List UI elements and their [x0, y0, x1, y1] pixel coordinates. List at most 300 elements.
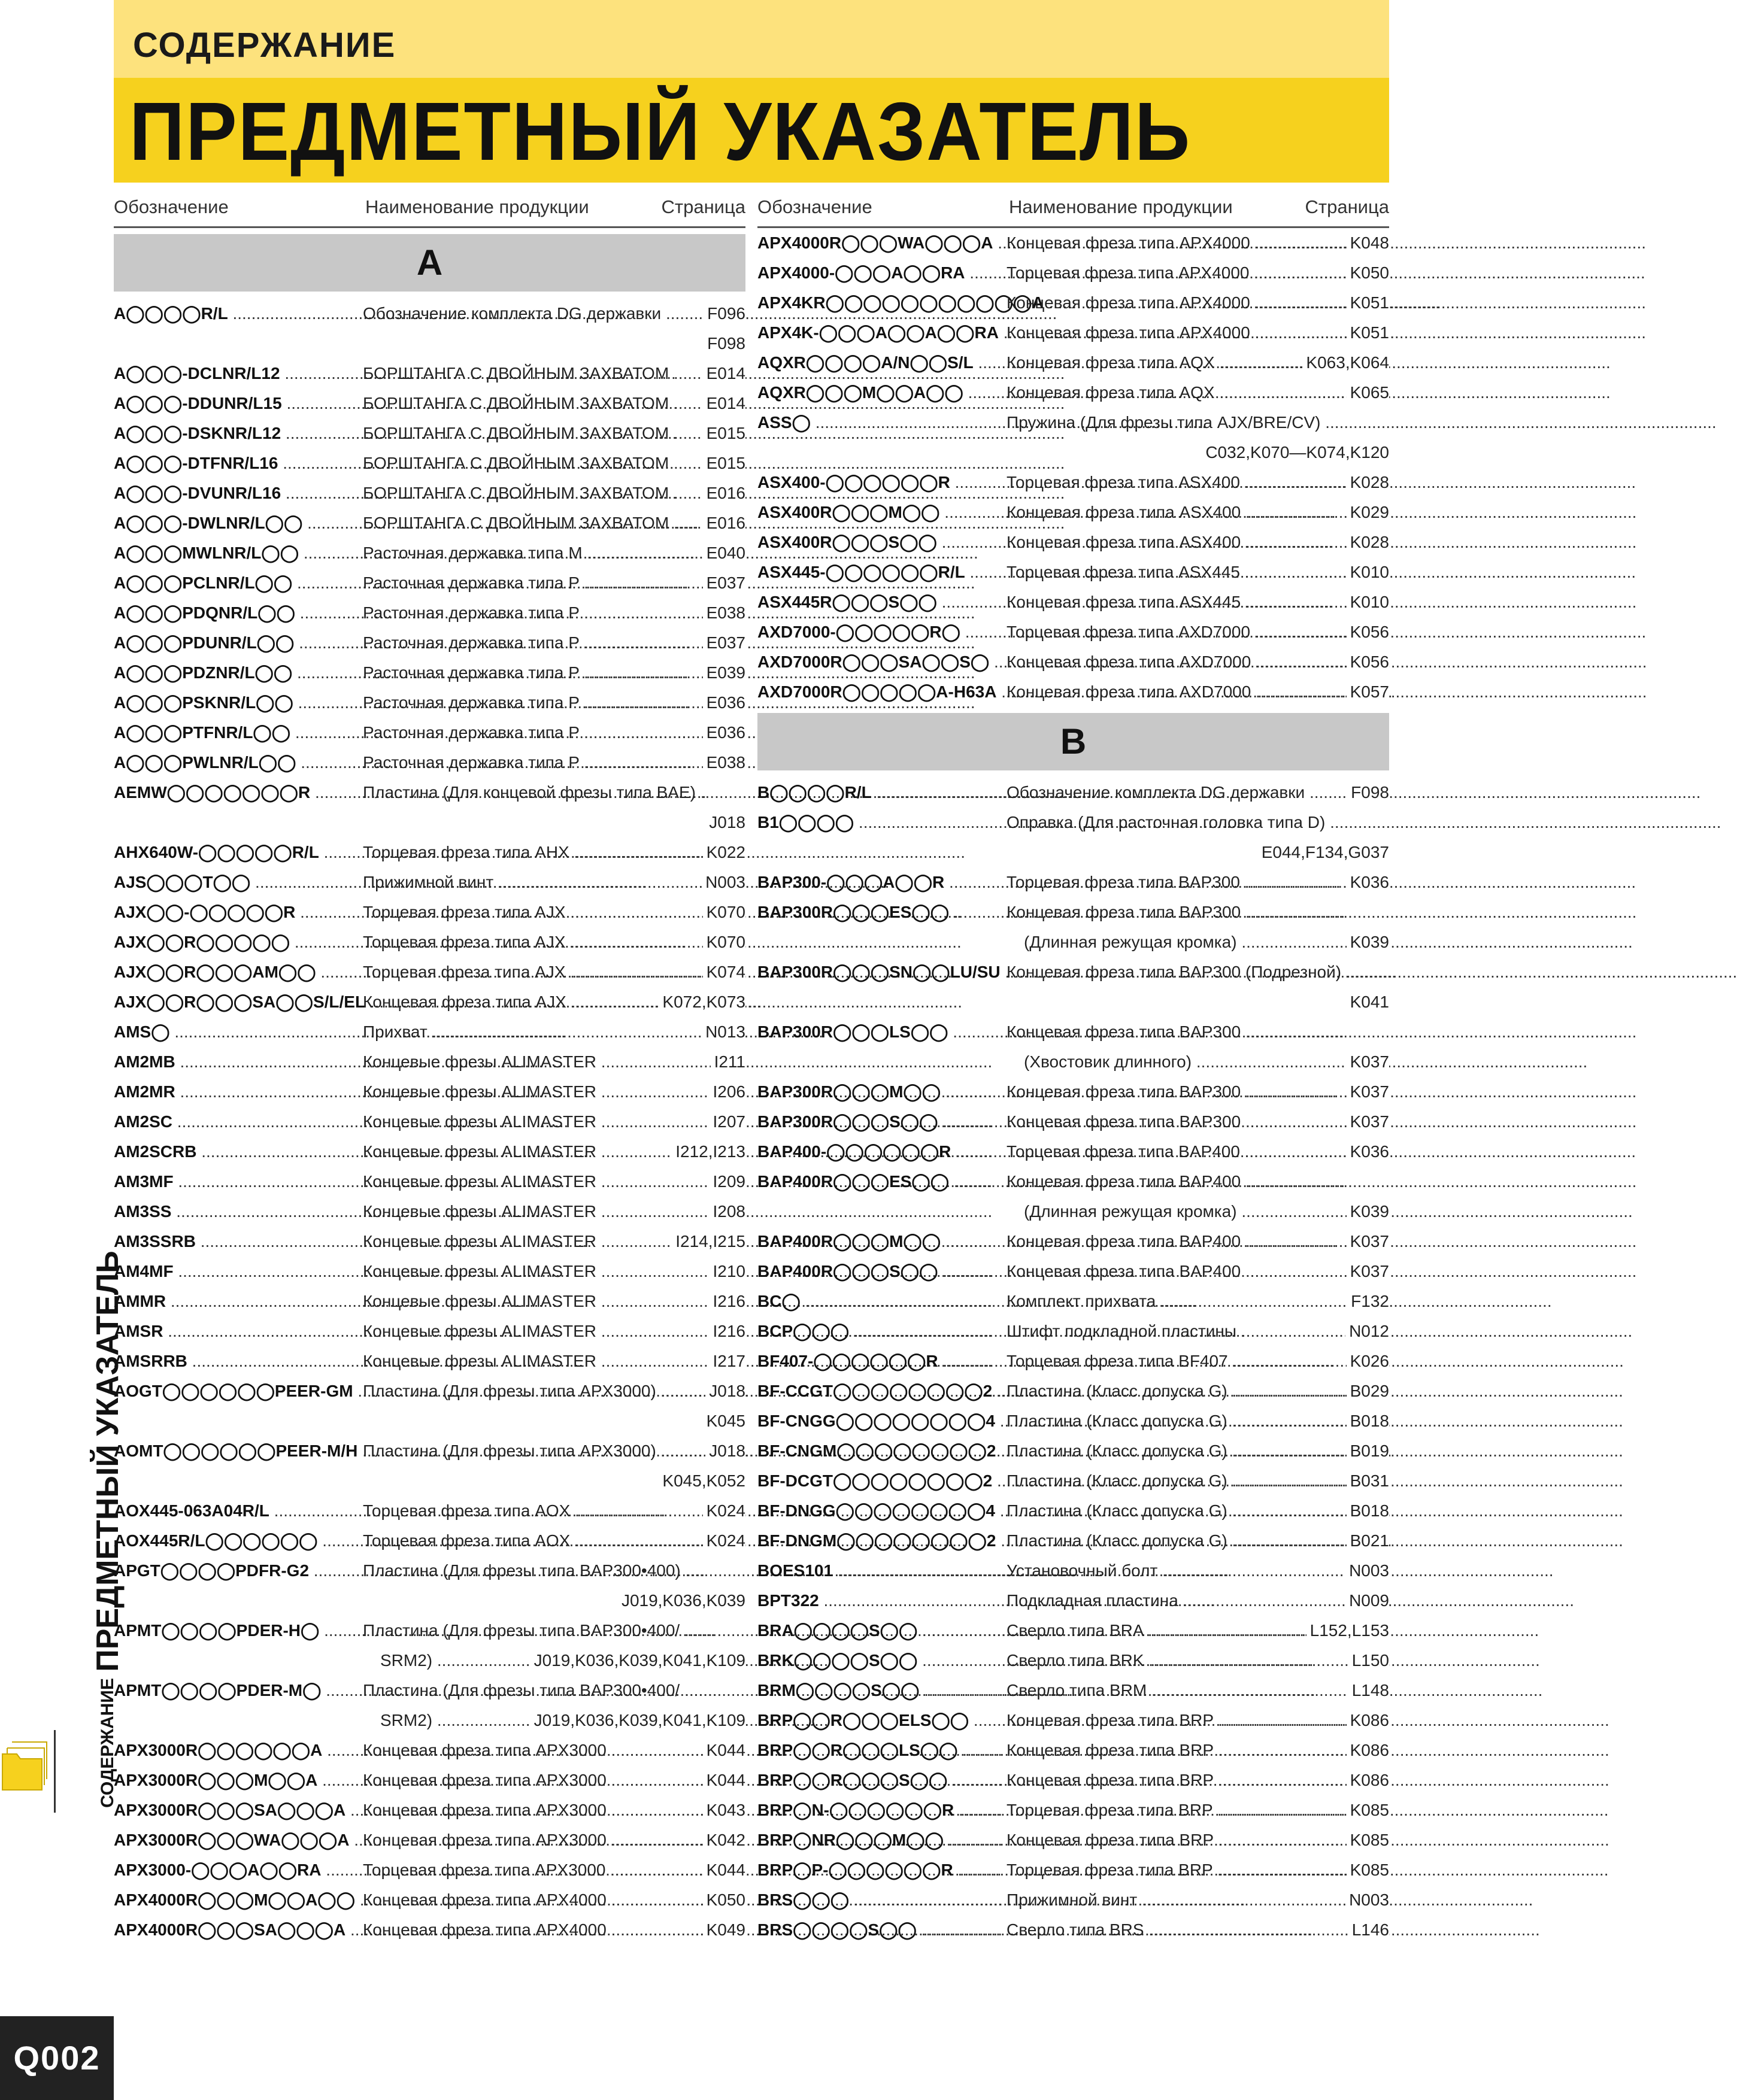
entry-page: F098	[1347, 778, 1389, 808]
index-entry	[114, 1047, 745, 1077]
entry-page: L150	[1348, 1646, 1389, 1676]
entry-code: AEMW◯◯◯◯◯◯◯R .....	[114, 778, 362, 808]
entry-description: Пластина (Для фрезы типа BAP300•400/ .....	[363, 1616, 745, 1646]
entry-code: AMS◯ .....	[114, 1017, 362, 1047]
page-number: Q002	[0, 2016, 114, 2100]
index-entry	[757, 1646, 1389, 1676]
entry-page: E014	[703, 359, 745, 389]
entry-code: BAP300R◯◯◯SN◯◯LU/SU .....	[757, 957, 1005, 987]
entry-code: A◯◯◯-DTFNR/L16 .....	[114, 448, 362, 478]
entry-page: N013	[702, 1017, 745, 1047]
index-entry	[757, 1616, 1389, 1646]
entry-page: E039	[703, 658, 745, 688]
entry-description: Пластина (Для фрезы типа APX3000) .....	[363, 1436, 745, 1466]
entry-code: BAP400R◯◯◯ES◯◯ .....	[757, 1167, 1005, 1197]
entry-description: Торцевая фреза типа APX4000 .....	[1007, 258, 1389, 288]
entry-description: Торцевая фреза типа AJX .....	[363, 897, 745, 927]
entry-code: BRP◯NR◯◯◯M◯◯ .....	[757, 1825, 1005, 1855]
entry-continuation-text: (Длинная режущая кромка) .....	[1024, 1197, 1389, 1227]
entry-description: Концевые фрезы ALIMASTER .....	[363, 1346, 745, 1376]
entry-page: J018	[705, 1376, 745, 1406]
index-entry	[757, 1915, 1389, 1945]
entry-code: AM2MR .....	[114, 1077, 362, 1107]
entry-code: BF407-◯◯◯◯◯◯R .....	[757, 1346, 1005, 1376]
index-entry	[757, 1825, 1389, 1855]
entry-continuation-text: (Хвостовик длинного) .....	[1024, 1047, 1389, 1077]
index-entry	[757, 1167, 1389, 1197]
entry-code: A◯◯◯PTFNR/L◯◯ .....	[114, 718, 362, 748]
entry-code: BRK◯◯◯◯S◯◯ .....	[757, 1646, 1005, 1676]
entry-code: APX4000R◯◯◯SA◯◯◯A .....	[114, 1915, 362, 1945]
entry-code: A◯◯◯MWLNR/L◯◯ .....	[114, 538, 362, 568]
index-entry	[114, 478, 745, 508]
entry-description: Концевая фреза типа APX3000 .....	[363, 1795, 745, 1825]
index-entry	[114, 658, 745, 688]
entry-continuation	[114, 1706, 745, 1735]
index-entry	[757, 1346, 1389, 1376]
entry-code: BRS◯◯◯ .....	[757, 1885, 1005, 1915]
folder-icon	[0, 1736, 47, 1793]
entry-description: Торцевая фреза типа AOX .....	[363, 1496, 745, 1526]
entry-code: BAP300R◯◯◯S◯◯ .....	[757, 1107, 1005, 1137]
entry-page: K010	[1347, 557, 1389, 587]
entry-page: E016	[703, 508, 745, 538]
entry-page: K056	[1347, 647, 1389, 677]
index-entry	[757, 288, 1389, 318]
entry-code: APX3000R◯◯◯WA◯◯◯A .....	[114, 1825, 362, 1855]
entry-description: БОРШТАНГА С ДВОЙНЫМ ЗАХВАТОМ .....	[363, 508, 745, 538]
entry-code: AOX445R/L◯◯◯◯◯◯ .....	[114, 1526, 362, 1556]
entry-description: Расточная державка типа P .....	[363, 568, 745, 598]
index-entry	[757, 557, 1389, 587]
entry-page: K039	[1347, 1197, 1389, 1227]
entry-description: Расточная державка типа P .....	[363, 748, 745, 778]
index-column-right	[757, 186, 1389, 1945]
entry-description: БОРШТАНГА С ДВОЙНЫМ ЗАХВАТОМ .....	[363, 418, 745, 448]
entry-page: K037	[1347, 1227, 1389, 1257]
entry-code: BRP◯◯R◯◯◯LS◯◯ .....	[757, 1735, 1005, 1765]
index-entry	[114, 359, 745, 389]
column-header-page: Страница	[1305, 196, 1389, 217]
entry-description: Концевая фреза типа APX4000 .....	[1007, 318, 1389, 348]
entry-code: APX3000R◯◯◯M◯◯A .....	[114, 1765, 362, 1795]
entry-description: Торцевая фреза типа AOX .....	[363, 1526, 745, 1556]
index-entry	[757, 867, 1389, 897]
index-entry	[114, 1825, 745, 1855]
entry-page: K085	[1347, 1795, 1389, 1825]
sidebar-section-small: СОДЕРЖАНИЕ	[98, 1678, 117, 1808]
entry-description: Пластина (Для фрезы типа BAP300•400/ .....	[363, 1676, 745, 1706]
index-entry	[757, 1376, 1389, 1406]
entry-continuation	[757, 1047, 1389, 1077]
entry-description: Торцевая фреза типа BRP .....	[1007, 1855, 1389, 1885]
entry-page: E016	[703, 478, 745, 508]
entry-description: Концевая фреза типа APX4000 .....	[1007, 228, 1389, 258]
entry-description: Торцевая фреза типа APX3000 .....	[363, 1855, 745, 1885]
entry-code: BF-CNGG◯◯◯◯◯◯◯◯4 .....	[757, 1406, 1005, 1436]
entry-page: K037	[1347, 1257, 1389, 1286]
column-header-code: Обозначение	[757, 196, 872, 217]
column-header-name: Наименование продукции	[365, 196, 589, 217]
entry-description: Штифт подкладной пластины .....	[1007, 1316, 1389, 1346]
entry-description: Концевая фреза типа BRP .....	[1007, 1706, 1389, 1735]
index-entry	[114, 448, 745, 478]
entry-code: AM4MF .....	[114, 1257, 362, 1286]
entry-description: Концевая фреза типа APX4000 .....	[363, 1915, 745, 1945]
entry-description: Сверло типа BRA .....	[1007, 1616, 1389, 1646]
sidebar-section-label	[90, 1251, 126, 1808]
column-header-page: Страница	[661, 196, 745, 217]
entry-description: Концевые фрезы ALIMASTER .....	[363, 1197, 745, 1227]
entry-continuation	[114, 1646, 745, 1676]
entry-page: K037	[1347, 1077, 1389, 1107]
entry-description: Прижимной винт .....	[363, 867, 745, 897]
entry-page: K085	[1347, 1825, 1389, 1855]
index-column-left	[114, 186, 745, 1945]
entry-page: N003	[702, 867, 745, 897]
entry-page: K050	[703, 1885, 745, 1915]
entry-page: B031	[1347, 1466, 1389, 1496]
entry-code: BRS◯◯◯◯S◯◯ .....	[757, 1915, 1005, 1945]
index-entry	[114, 1286, 745, 1316]
entry-code: A◯◯◯PWLNR/L◯◯ .....	[114, 748, 362, 778]
entry-code: AOMT◯◯◯◯◯◯PEER-M/H .....	[114, 1436, 362, 1466]
index-entry	[757, 1107, 1389, 1137]
index-entry	[114, 897, 745, 927]
entry-description: Торцевая фреза типа ASX400 .....	[1007, 468, 1389, 497]
entry-code: AJX◯◯-◯◯◯◯◯R .....	[114, 897, 362, 927]
column-header-name: Наименование продукции	[1009, 196, 1233, 217]
entry-code: BAP300-◯◯◯A◯◯R .....	[757, 867, 1005, 897]
entry-description: Торцевая фреза типа BF407 .....	[1007, 1346, 1389, 1376]
entry-continuation	[114, 808, 745, 837]
entry-page: I210	[710, 1257, 746, 1286]
index-entry	[757, 348, 1389, 378]
index-entry	[757, 258, 1389, 288]
index-entry	[114, 688, 745, 718]
index-entry	[114, 389, 745, 418]
entry-code: AJS◯◯◯T◯◯ .....	[114, 867, 362, 897]
index-entry	[114, 1346, 745, 1376]
entry-code: APX4000-◯◯◯A◯◯RA .....	[757, 258, 1005, 288]
entry-page: B018	[1347, 1496, 1389, 1526]
entry-code: AMMR .....	[114, 1286, 362, 1316]
entry-code: ASX400R◯◯◯M◯◯ .....	[757, 497, 1005, 527]
entry-code: BPT322 .....	[757, 1586, 1005, 1616]
entry-page: K051	[1347, 288, 1389, 318]
index-list-right	[757, 228, 1389, 1945]
entry-page: K086	[1347, 1706, 1389, 1735]
entry-continuation	[757, 1197, 1389, 1227]
index-entry	[757, 1795, 1389, 1825]
entry-page: K042	[703, 1825, 745, 1855]
entry-description: Торцевая фреза типа BAP300 .....	[1007, 867, 1389, 897]
entry-code: A◯◯◯PSKNR/L◯◯ .....	[114, 688, 362, 718]
index-entry	[114, 628, 745, 658]
entry-page: N003	[1345, 1885, 1389, 1915]
entry-code: A◯◯◯PDZNR/L◯◯ .....	[114, 658, 362, 688]
entry-page: E015	[703, 418, 745, 448]
entry-page: K050	[1347, 258, 1389, 288]
entry-description: Концевые фрезы ALIMASTER .....	[363, 1107, 745, 1137]
index-entry	[757, 957, 1389, 987]
entry-continuation	[114, 329, 745, 359]
index-entry	[114, 1376, 745, 1406]
entry-page: I206	[710, 1077, 746, 1107]
entry-description: Пластина (Класс допуска G) .....	[1007, 1466, 1389, 1496]
index-entry	[114, 538, 745, 568]
entry-page: K041	[1350, 993, 1389, 1011]
index-entry	[114, 1735, 745, 1765]
entry-description: Концевые фрезы ALIMASTER .....	[363, 1286, 745, 1316]
index-entry	[757, 1556, 1389, 1586]
entry-description: Концевая фреза типа AQX .....	[1007, 348, 1389, 378]
entry-description: Концевая фреза типа AXD7000 .....	[1007, 647, 1389, 677]
entry-code: BRP◯N-◯◯◯◯◯◯R .....	[757, 1795, 1005, 1825]
index-entry	[114, 299, 745, 329]
entry-continuation	[114, 1586, 745, 1616]
entry-page: K029	[1347, 497, 1389, 527]
entry-description: Пластина (Для концевой фрезы типа BAE) .....	[363, 778, 745, 808]
entry-continuation	[757, 927, 1389, 957]
index-entry	[114, 1616, 745, 1646]
index-list-left	[114, 234, 745, 1945]
entry-page: K044	[703, 1855, 745, 1885]
entry-description: Концевая фреза типа BRP .....	[1007, 1825, 1389, 1855]
entry-code: BRP◯P-◯◯◯◯◯◯R .....	[757, 1855, 1005, 1885]
entry-code: ASX400-◯◯◯◯◯◯R .....	[757, 468, 1005, 497]
entry-code: AQXR◯◯◯◯A/N◯◯S/L .....	[757, 348, 1005, 378]
entry-description: Концевая фреза типа AXD7000 .....	[1007, 677, 1389, 707]
entry-description: Концевая фреза типа BAP300 .....	[1007, 1017, 1389, 1047]
entry-description: Сверло типа BRS .....	[1007, 1915, 1389, 1945]
index-entry	[114, 1855, 745, 1885]
index-entry	[757, 1676, 1389, 1706]
entry-code: AXD7000R◯◯◯◯◯A-H63A .....	[757, 677, 1005, 707]
column-header-code: Обозначение	[114, 196, 229, 217]
index-entry	[757, 1586, 1389, 1616]
entry-code: BF-CNGM◯◯◯◯◯◯◯◯2 .....	[757, 1436, 1005, 1466]
entry-page: K028	[1347, 527, 1389, 557]
entry-description: Концевая фреза типа BRP .....	[1007, 1735, 1389, 1765]
entry-description: БОРШТАНГА С ДВОЙНЫМ ЗАХВАТОМ .....	[363, 478, 745, 508]
index-entry	[114, 1257, 745, 1286]
index-entry	[114, 418, 745, 448]
entry-page: K085	[1347, 1855, 1389, 1885]
entry-page: B018	[1347, 1406, 1389, 1436]
index-entry	[114, 1795, 745, 1825]
index-entry	[114, 748, 745, 778]
entry-continuation	[114, 1406, 745, 1436]
entry-description: Торцевая фреза типа AJX .....	[363, 927, 745, 957]
index-entry	[114, 568, 745, 598]
entry-code: BAP400R◯◯◯S◯◯ .....	[757, 1257, 1005, 1286]
entry-code: AM3MF .....	[114, 1167, 362, 1197]
entry-page: N009	[1345, 1586, 1389, 1616]
entry-page: E037	[703, 568, 745, 598]
entry-page: K043	[703, 1795, 745, 1825]
entry-page: K039	[1347, 927, 1389, 957]
entry-code: APGT◯◯◯◯PDFR-G2 .....	[114, 1556, 362, 1586]
entry-description: Подкладная пластина .....	[1007, 1586, 1389, 1616]
entry-description: Прихват .....	[363, 1017, 745, 1047]
entry-code: APMT◯◯◯◯PDER-H◯ .....	[114, 1616, 362, 1646]
entry-page: K044	[703, 1735, 745, 1765]
index-entry	[757, 1316, 1389, 1346]
entry-description: Концевая фреза типа APX3000 .....	[363, 1765, 745, 1795]
index-entry	[114, 508, 745, 538]
entry-code: ASS◯ .....	[757, 408, 1005, 438]
entry-page: E038	[703, 598, 745, 628]
entry-page: N003	[1345, 1556, 1389, 1586]
entry-description: Пластина (Класс допуска G) .....	[1007, 1376, 1389, 1406]
entry-page: E015	[703, 448, 745, 478]
entry-code: AXD7000-◯◯◯◯◯R◯ .....	[757, 617, 1005, 647]
index-entry	[114, 957, 745, 987]
entry-code: APX4000R◯◯◯WA◯◯◯A .....	[757, 228, 1005, 258]
index-entry	[757, 1885, 1389, 1915]
entry-description: Концевая фреза типа ASX400 .....	[1007, 527, 1389, 557]
entry-code: AM2SCRB .....	[114, 1137, 362, 1167]
entry-description: Концевая фреза типа APX3000 .....	[363, 1735, 745, 1765]
entry-code: BF-CCGT◯◯◯◯◯◯◯◯2 .....	[757, 1376, 1005, 1406]
entry-code: APMT◯◯◯◯PDER-M◯ .....	[114, 1676, 362, 1706]
entry-code: APX3000R◯◯◯SA◯◯◯A .....	[114, 1795, 362, 1825]
letter-heading: B	[757, 713, 1389, 770]
entry-description: Концевая фреза типа BAP400 .....	[1007, 1227, 1389, 1257]
index-entry	[757, 1286, 1389, 1316]
entry-description: Концевая фреза типа AQX .....	[1007, 378, 1389, 408]
entry-description: Торцевая фреза типа AJX .....	[363, 957, 745, 987]
entry-description: Пластина (Для фрезы типа BAP300•400) .....	[363, 1556, 745, 1586]
entry-page: K028	[1347, 468, 1389, 497]
index-entry	[757, 1137, 1389, 1167]
entry-description: Концевая фреза типа APX4000 .....	[1007, 288, 1389, 318]
header-title-band	[114, 78, 1389, 183]
entry-page: F096	[704, 299, 745, 329]
entry-page: I207	[710, 1107, 746, 1137]
entry-page: B029	[1347, 1376, 1389, 1406]
entry-page: K036	[1347, 1137, 1389, 1167]
entry-description: Прижимной винт .....	[1007, 1885, 1389, 1915]
index-entry	[114, 1227, 745, 1257]
entry-code: AMSRRB .....	[114, 1346, 362, 1376]
entry-page: F098	[707, 334, 745, 353]
entry-page: N012	[1345, 1316, 1389, 1346]
index-entry	[114, 837, 745, 867]
index-entry	[757, 497, 1389, 527]
entry-page: E038	[703, 748, 745, 778]
index-entry	[757, 527, 1389, 557]
entry-page: K063,K064	[1302, 348, 1389, 378]
entry-continuation-text: SRM2) .....	[380, 1706, 745, 1735]
entry-description: Торцевая фреза типа BAP400 .....	[1007, 1137, 1389, 1167]
index-entry	[114, 867, 745, 897]
entry-code: A◯◯◯-DDUNR/L15 .....	[114, 389, 362, 418]
entry-description: Пластина (Класс допуска G) .....	[1007, 1496, 1389, 1526]
entry-page: E040	[703, 538, 745, 568]
entry-code: BAP300R◯◯◯M◯◯ .....	[757, 1077, 1005, 1107]
entry-description: Расточная державка типа P .....	[363, 598, 745, 628]
index-entry	[757, 228, 1389, 258]
entry-description: Пластина (Класс допуска G) .....	[1007, 1436, 1389, 1466]
letter-heading: A	[114, 234, 745, 292]
entry-description: Установочный болт .....	[1007, 1556, 1389, 1586]
entry-continuation	[757, 987, 1389, 1017]
entry-page: K057	[1347, 677, 1389, 707]
section-title: СОДЕРЖАНИЕ	[133, 26, 396, 65]
entry-description: Оправка (Для расточная головка типа D) .....	[1007, 808, 1389, 837]
entry-description: Концевая фреза типа ASX445 .....	[1007, 587, 1389, 617]
entry-page: K049	[703, 1915, 745, 1945]
entry-page: K036	[1347, 867, 1389, 897]
index-entry	[114, 1077, 745, 1107]
index-entry	[114, 718, 745, 748]
entry-page: I212,I213	[672, 1137, 745, 1167]
entry-continuation-text: SRM2) .....	[380, 1646, 745, 1676]
entry-code: ASX445-◯◯◯◯◯◯R/L .....	[757, 557, 1005, 587]
entry-code: A◯◯◯PCLNR/L◯◯ .....	[114, 568, 362, 598]
entry-description: Обозначение комплекта DG державки .....	[1007, 778, 1389, 808]
entry-code: AHX640W-◯◯◯◯◯R/L .....	[114, 837, 362, 867]
column-header	[757, 186, 1389, 228]
entry-page: K072,K073	[659, 987, 745, 1017]
entry-code: AM3SS .....	[114, 1197, 362, 1227]
index-entry	[757, 1436, 1389, 1466]
entry-page: I214,I215	[672, 1227, 745, 1257]
index-entry	[757, 1227, 1389, 1257]
index-entry	[757, 468, 1389, 497]
sidebar-divider	[54, 1730, 56, 1813]
entry-page: E044,F134,G037	[1261, 843, 1389, 861]
entry-code: A◯◯◯PDQNR/L◯◯ .....	[114, 598, 362, 628]
entry-page: K074	[703, 957, 745, 987]
entry-code: BF-DNGM◯◯◯◯◯◯◯◯2 .....	[757, 1526, 1005, 1556]
entry-page: K037	[1347, 1047, 1389, 1077]
index-entry	[757, 897, 1389, 927]
entry-page: K051	[1347, 318, 1389, 348]
entry-code: AJX◯◯R◯◯◯◯◯ .....	[114, 927, 362, 957]
entry-page: K026	[1347, 1346, 1389, 1376]
entry-continuation	[757, 438, 1389, 468]
index-entry	[757, 617, 1389, 647]
entry-description: Расточная державка типа M .....	[363, 538, 745, 568]
index-entry	[114, 987, 745, 1017]
entry-code: BAP400R◯◯◯M◯◯ .....	[757, 1227, 1005, 1257]
entry-code: AM2MB .....	[114, 1047, 362, 1077]
entry-code: AOGT◯◯◯◯◯◯PEER-GM .....	[114, 1376, 362, 1406]
entry-page: K048	[1347, 228, 1389, 258]
entry-description: Расточная державка типа P .....	[363, 718, 745, 748]
entry-page: K086	[1347, 1765, 1389, 1795]
entry-page: K070	[703, 927, 745, 957]
entry-description: Пружина (Для фрезы типа AJX/BRE/CV) .....	[1007, 408, 1389, 438]
index-entry	[757, 587, 1389, 617]
entry-description: Сверло типа BRM .....	[1007, 1676, 1389, 1706]
entry-description: Сверло типа BRK .....	[1007, 1646, 1389, 1676]
entry-page: K056	[1347, 617, 1389, 647]
entry-continuation	[114, 1466, 745, 1496]
entry-code: BRP◯◯R◯◯◯S◯◯ .....	[757, 1765, 1005, 1795]
entry-description: Концевые фрезы ALIMASTER .....	[363, 1077, 745, 1107]
entry-code: AOX445-063A04R/L .....	[114, 1496, 362, 1526]
index-entry	[757, 1077, 1389, 1107]
index-entry	[114, 1496, 745, 1526]
index-entry	[114, 1885, 745, 1915]
entry-description: Концевые фрезы ALIMASTER .....	[363, 1227, 745, 1257]
index-entry	[757, 1526, 1389, 1556]
index-entry	[757, 1406, 1389, 1436]
